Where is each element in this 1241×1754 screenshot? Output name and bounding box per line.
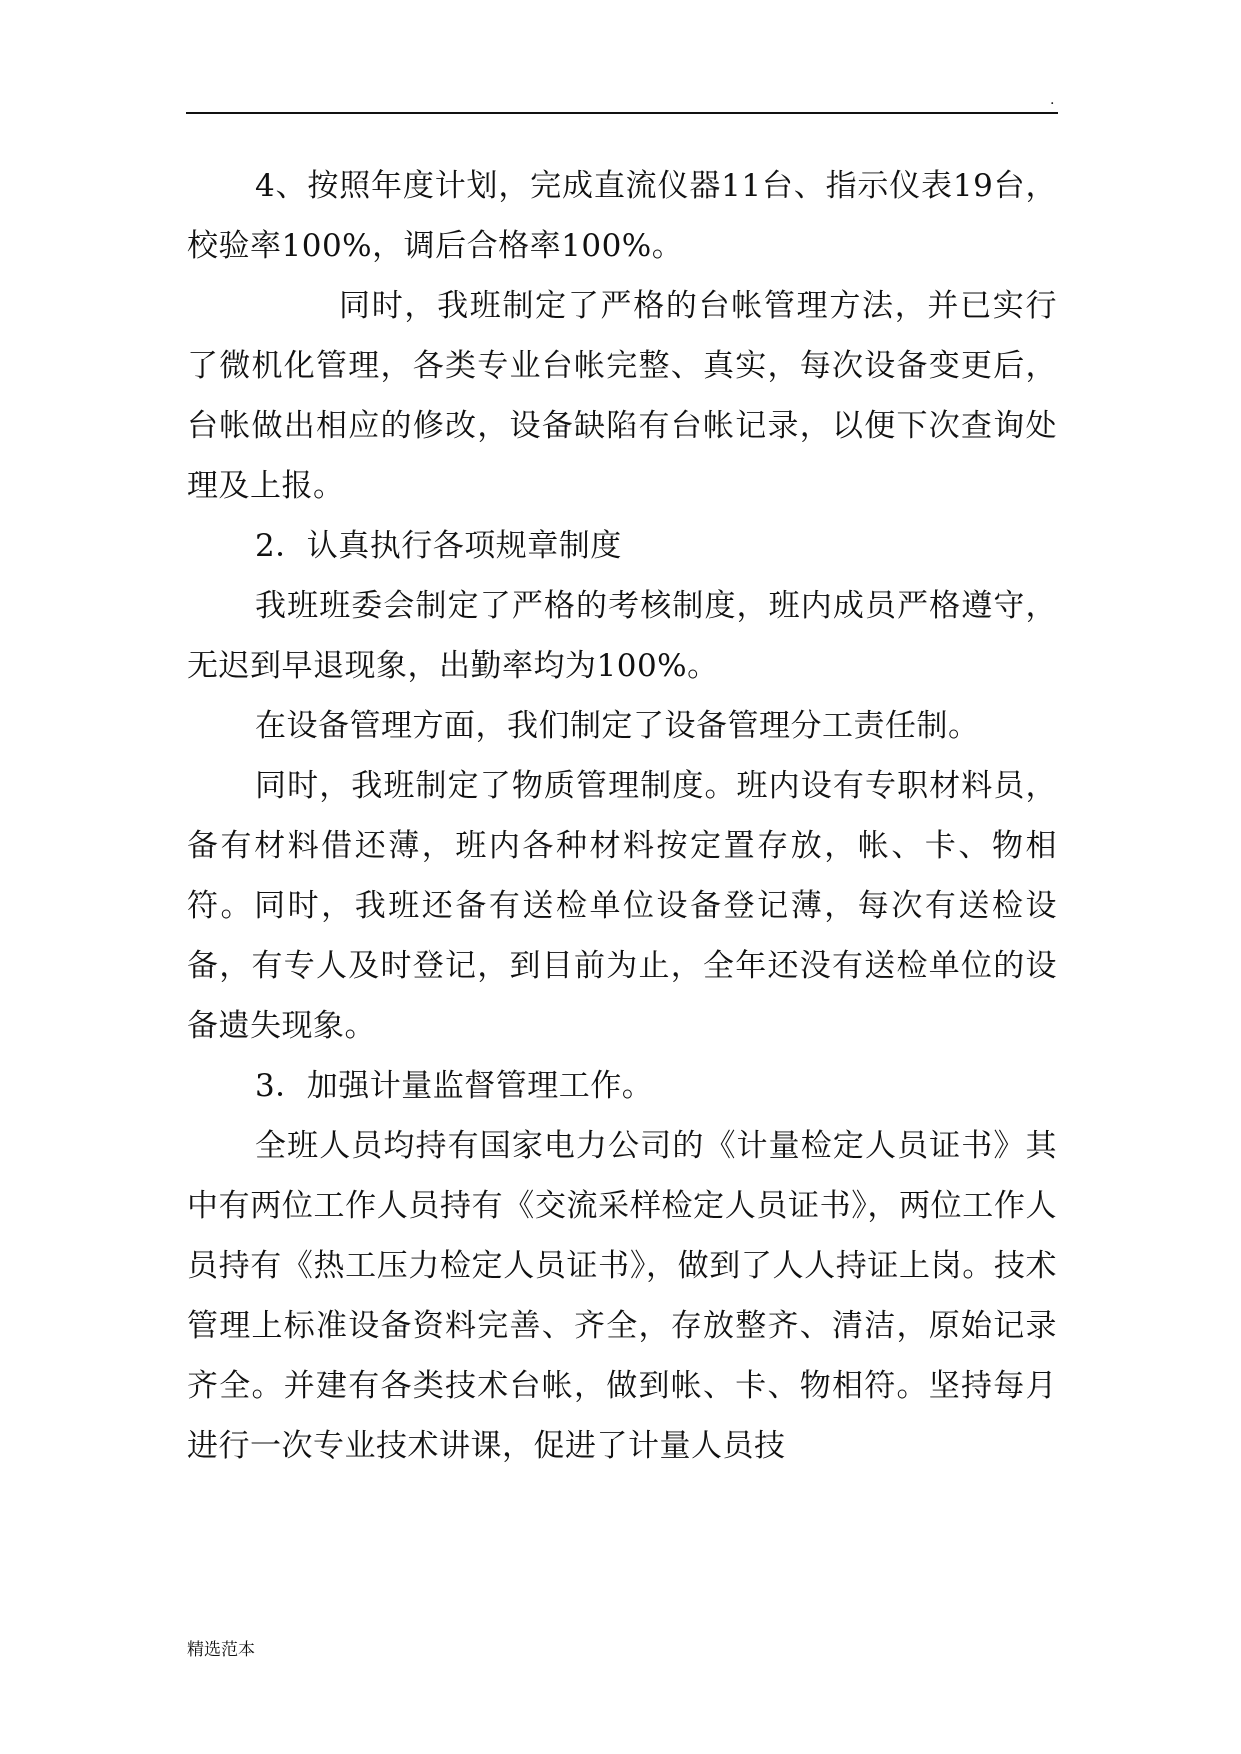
section-heading-metrology: 3．加强计量监督管理工作。 — [255, 1068, 654, 1104]
header-rule — [186, 112, 1058, 114]
paragraph-material-management: 同时，我班制定了物质管理制度。班内设有专职材料员，备有材料借还薄，班内各种材料按定置存放，帐、卡、物相符。同时，我班还备有送检单位设备登记薄，每次有送检设备，有专人及时登记，到目前为止，全年还没有送检单位的设备遗失现象。 — [187, 768, 1057, 1044]
paragraph-certification: 全班人员均持有国家电力公司的《计量检定人员证书》其中有两位工作人员持有《交流采样检定人员证书》，两位工作人员持有《热工压力检定人员证书》，做到了人人持证上岗。技术管理上标准设备资料完善、齐全，存放整齐、清洁，原始记录齐全。并建有各类技术台帐，做到帐、卡、物相符。坚持每月进行一次专业技术讲课，促进了计量人员技 — [187, 1128, 1057, 1464]
paragraph-instrument-calibration: 4、按照年度计划，完成直流仪器11台、指示仪表19台，校验率100%，调后合格率100%。 — [187, 168, 1057, 264]
footer-label: 精选范本 — [187, 1640, 255, 1660]
paragraph-ledger-management: 同时，我班制定了严格的台帐管理方法，并已实行了微机化管理，各类专业台帐完整、真实，每次设备变更后，台帐做出相应的修改，设备缺陷有台帐记录，以便下次查询处理及上报。 — [187, 288, 1057, 504]
body-text — [187, 156, 1057, 1476]
section-heading-rules: 2．认真执行各项规章制度 — [255, 528, 622, 564]
header-mark: . — [1050, 92, 1055, 108]
paragraph-equipment-responsibility: 在设备管理方面，我们制定了设备管理分工责任制。 — [255, 708, 980, 744]
paragraph-attendance: 我班班委会制定了严格的考核制度，班内成员严格遵守，无迟到早退现象，出勤率均为100%。 — [187, 588, 1057, 684]
